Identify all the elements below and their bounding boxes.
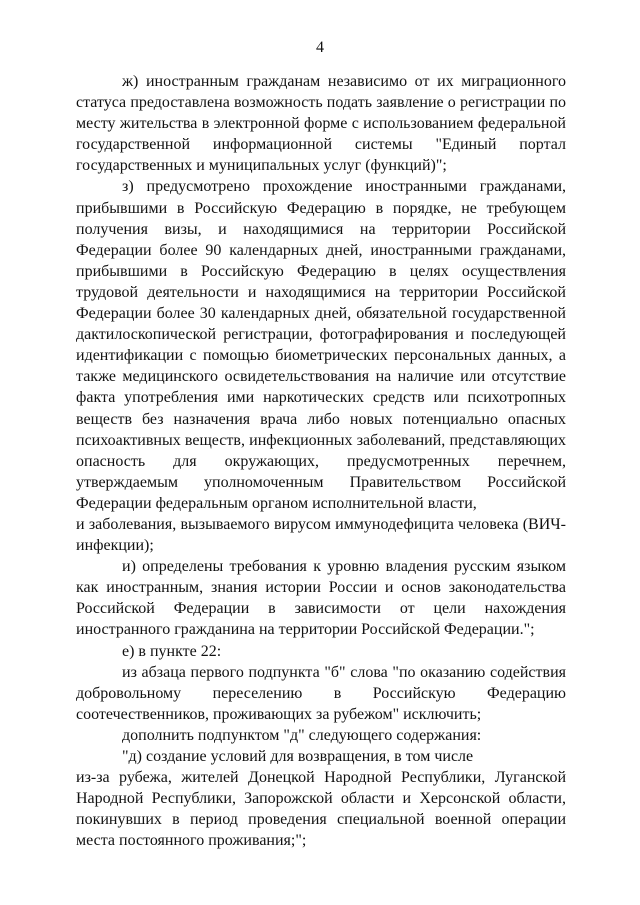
document-body: [76, 71, 566, 851]
page-number: 4: [316, 39, 324, 56]
paragraph-add-d: дополнить подпунктом "д" следующего содержания:: [122, 726, 482, 744]
paragraph-i: и) определены требования к уровню владения русским языком как иностранным, знания истории России и основ законодательства Российской Федерации в зависимости от цели нахождения иностранного гражданина на территории Российской Федерации.";: [76, 558, 566, 639]
paragraph-zh: ж) иностранным гражданам независимо от их миграционного статуса предоставлена возможность подать заявление о регистрации по месту жительства в электронной форме с использованием федеральной государственной информационной системы "Единый портал государственных и муниципальных услуг (функций)";: [76, 73, 566, 175]
paragraph-amend-b: из абзаца первого подпункта "б" слова "по оказанию содействия добровольному переселению в Российскую Федерацию соотечественников, проживающих за рубежом" исключить;: [76, 663, 566, 723]
paragraph-z: з) предусмотрено прохождение иностранными гражданами, прибывшими в Российскую Федерацию в порядке, не требующем получения визы, и находящимися на территории Российской Федерации более 90 календарных дней, иностранными гражданами, прибывшими в Российскую Федерацию в целях осуществления трудовой деятельности и находящимися на территории Российской Федерации более 30 календарных дней, обязательной государственной дактилоскопической регистрации, фотографирования и последующей идентификации с помощью биометрических персональных данных, а также медицинского освидетельствования на наличие или отсутствие факта употребления ими наркотических средств или психотропных веществ без назначения врача либо новых потенциально опасных психоактивных веществ, инфекционных заболеваний, представляющих опасность для окружающих, предусмотренных перечнем, утверждаемым уполномоченным Правительством Российской Федерации федеральным органом исполнительной власти, и заболевания, вызываемого вирусом иммунодефицита человека (ВИЧ-инфекции);: [76, 178, 566, 555]
paragraph-d: "д) создание условий для возвращения, в том числе из-за рубежа, жителей Донецкой Народной Республики, Луганской Народной Республики, Запорожской области и Херсонской области, покинувших в период проведения специальной военной операции места постоянного проживания;";: [76, 748, 566, 850]
paragraph-e: е) в пункте 22:: [122, 642, 222, 660]
